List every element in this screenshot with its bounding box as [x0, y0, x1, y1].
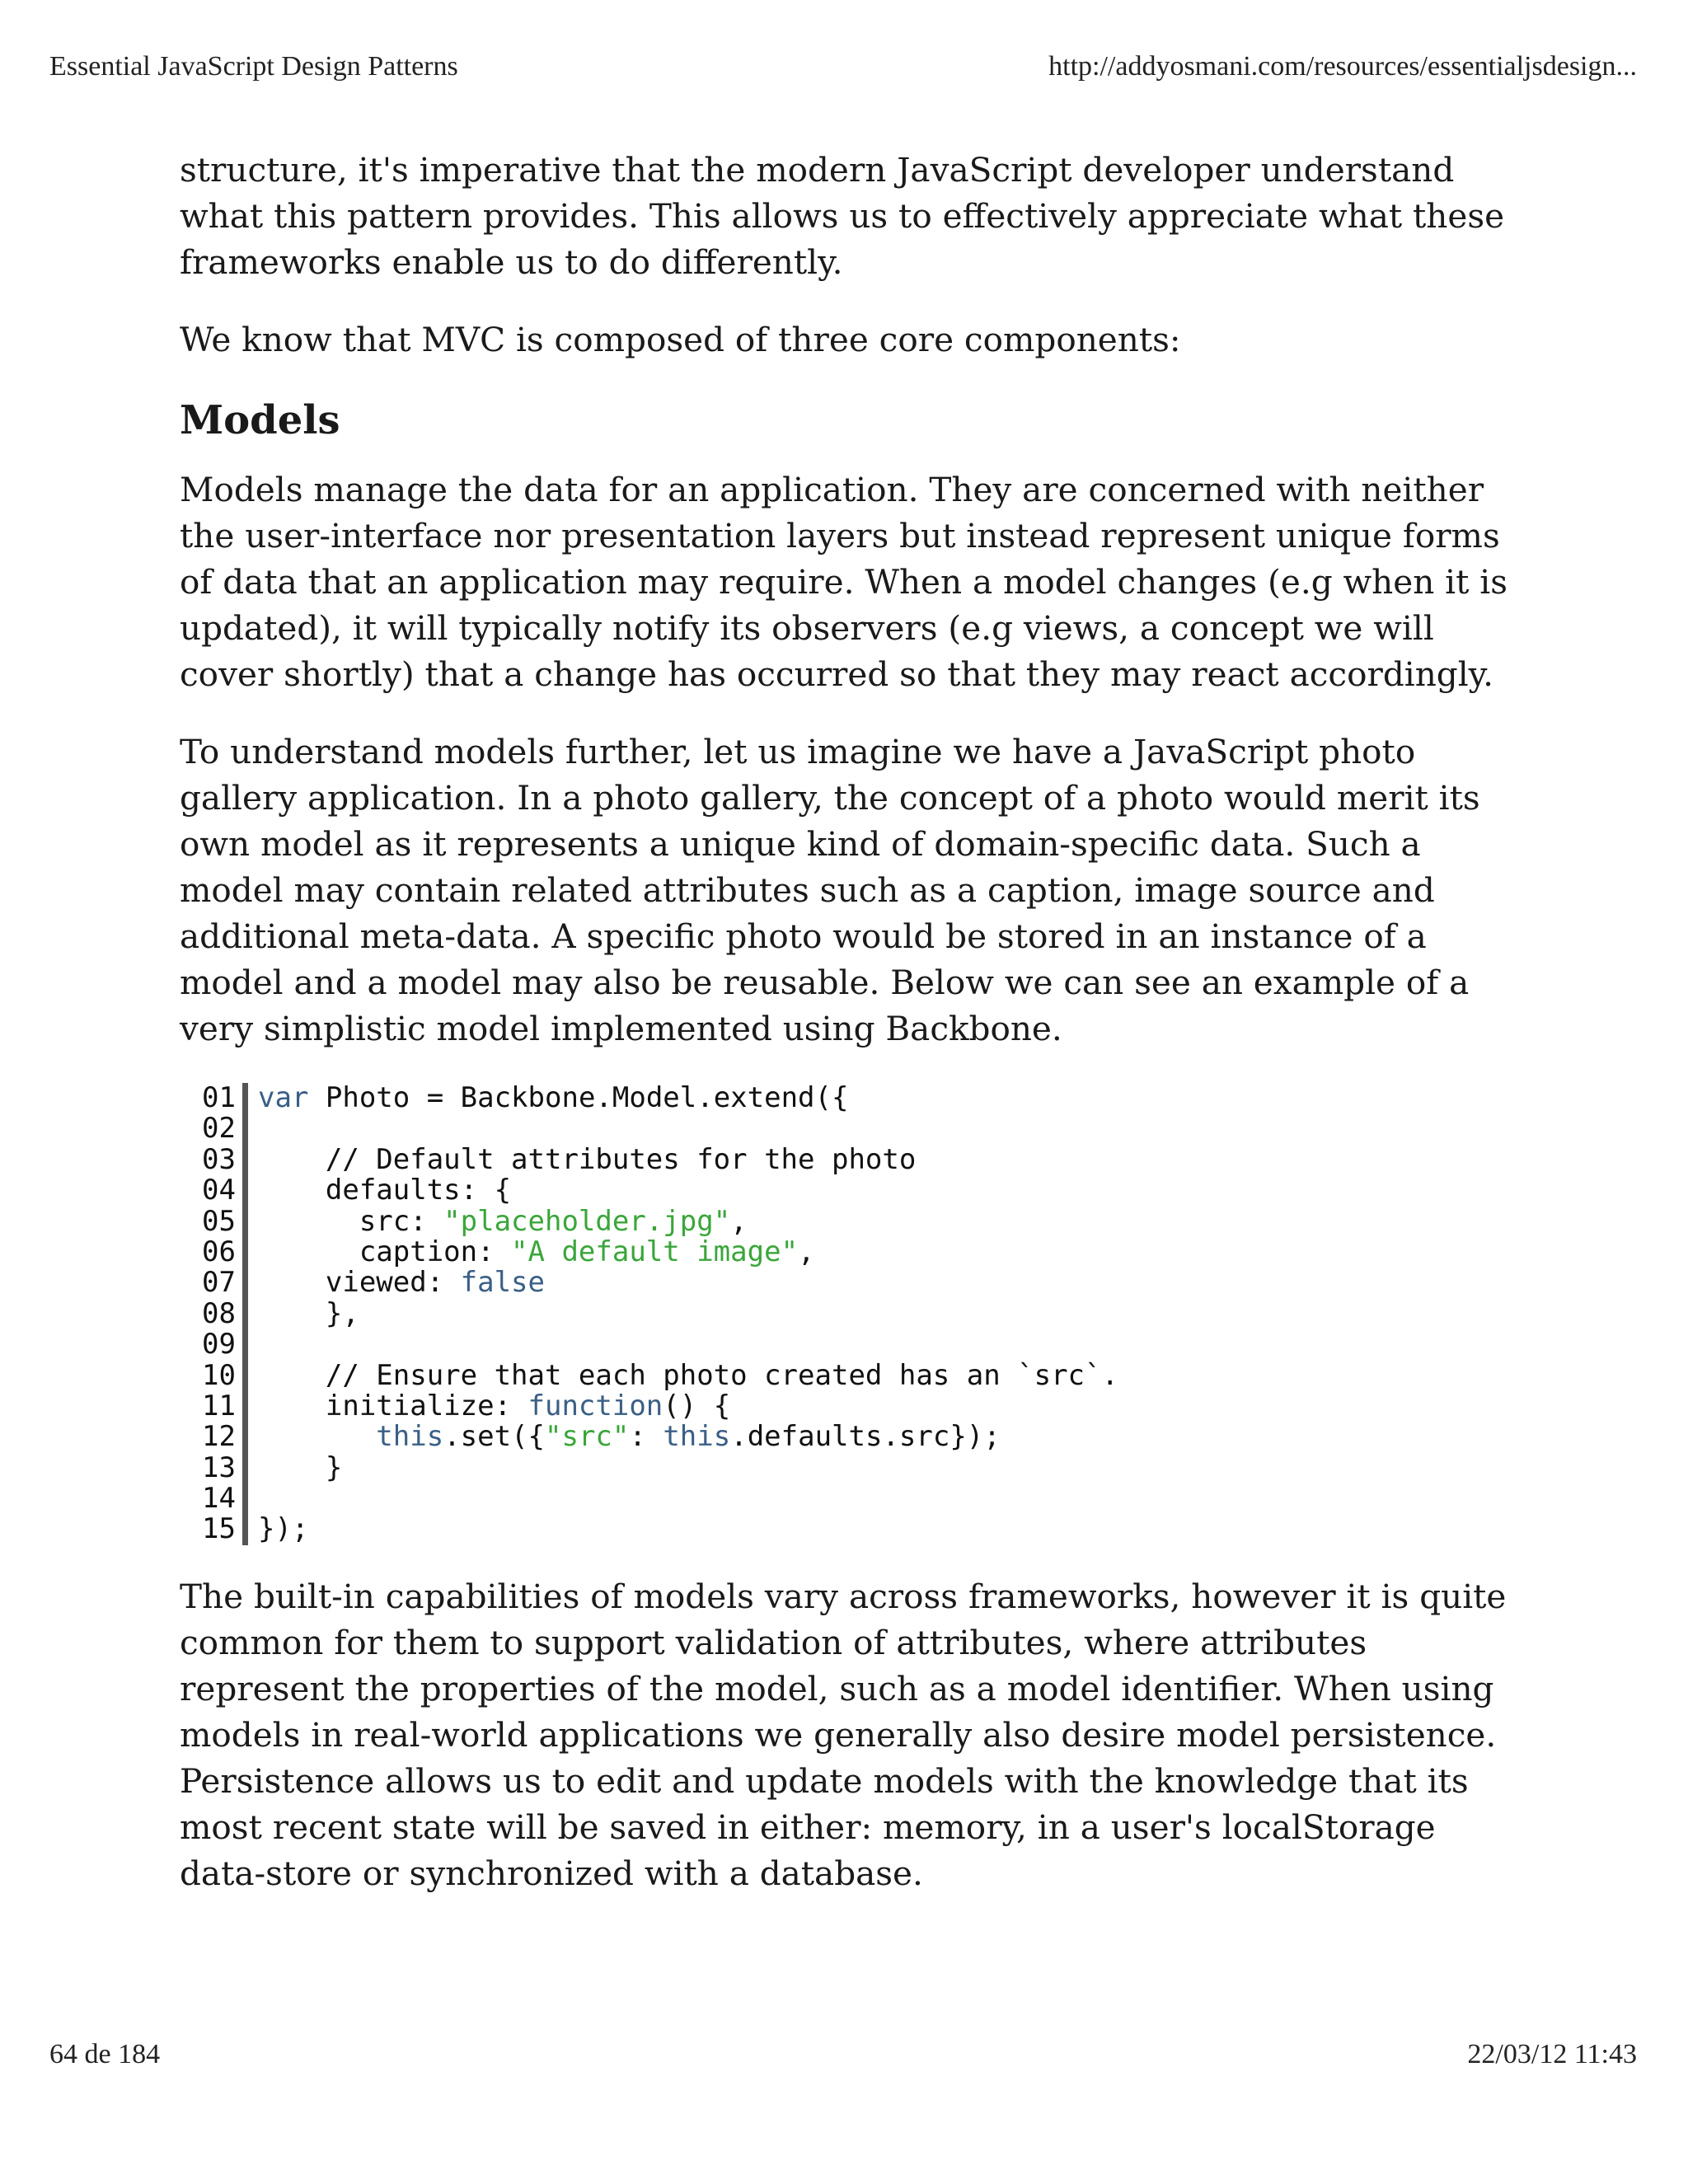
page-footer-datetime: 22/03/12 11:43	[1467, 2039, 1637, 2069]
code-line-numbers	[180, 1083, 248, 1545]
code-line-number: 05	[202, 1204, 236, 1238]
code-line: this.set({"src": this.defaults.src});	[376, 1420, 1001, 1454]
code-block	[180, 1083, 1523, 1545]
code-line: var Photo = Backbone.Model.extend({	[258, 1081, 849, 1114]
code-line-number: 14	[202, 1482, 236, 1516]
code-line-number: 09	[202, 1328, 236, 1361]
code-line-number: 06	[202, 1235, 236, 1268]
code-line: });	[258, 1512, 309, 1546]
code-line: // Ensure that each photo created has an `src`.	[258, 1358, 1118, 1392]
code-line: // Default attributes for the photo	[258, 1142, 917, 1176]
code-line: defaults: {	[258, 1174, 512, 1207]
code-line: src: "placeholder.jpg",	[258, 1204, 748, 1238]
code-line: },	[258, 1296, 359, 1330]
code-line-number: 11	[202, 1389, 236, 1422]
code-keyword: var	[258, 1081, 309, 1114]
code-line: caption: "A default image",	[258, 1235, 815, 1268]
code-line: initialize: function() {	[258, 1389, 731, 1422]
code-keyword: function	[528, 1389, 663, 1422]
code-line-number: 02	[202, 1112, 236, 1146]
paragraph-intro: structure, it's imperative that the modern JavaScript developer understand what this pattern provides. This allows us to effectively appreciate what these frameworks enable us to do differently.	[180, 150, 1505, 282]
code-keyword: this	[376, 1420, 444, 1454]
code-line-number: 13	[202, 1451, 236, 1484]
paragraph-components: We know that MVC is composed of three core components:	[180, 320, 1181, 359]
code-string: "A default image"	[511, 1235, 799, 1268]
code-line-number: 01	[202, 1081, 236, 1114]
code-line	[258, 1113, 1118, 1144]
code-string: "placeholder.jpg"	[443, 1204, 731, 1238]
code-keyword: false	[460, 1266, 545, 1300]
article-body	[180, 147, 1523, 1896]
code-line-number: 12	[202, 1420, 236, 1454]
code-keyword: this	[663, 1420, 731, 1454]
code-line-number: 03	[202, 1142, 236, 1176]
code-line-number: 04	[202, 1174, 236, 1207]
code-lines	[248, 1083, 1118, 1545]
code-line	[258, 1483, 1118, 1514]
paragraph-models-capabilities: The built-in capabilities of models vary across frameworks, however it is quite common for them to support validation of attributes, where attributes represent the properties of the model, such as a model identifier. When using models in real-world applications we generally also desire model persistence. Persistence allows us to edit and update models with the knowledge that its most recent state will be saved in either: memory, in a user's localStorage data-store or synchronized with a database.	[180, 1576, 1507, 1893]
code-string: "src"	[545, 1420, 630, 1454]
paragraph-models-example: To understand models further, let us imagine we have a JavaScript photo gallery application. In a photo gallery, the concept of a photo would merit its own model as it represents a unique kind of domain-specific data. Such a model may contain related attributes such as a caption, image source and additional meta-data. A specific photo would be stored in an instance of a model and a model may also be reusable. Below we can see an example of a very simplistic model implemented using Backbone.	[180, 732, 1480, 1048]
page-footer-page-count: 64 de 184	[49, 2039, 161, 2069]
code-line-number: 08	[202, 1296, 236, 1330]
code-line-number: 10	[202, 1358, 236, 1392]
code-line: }	[258, 1451, 343, 1484]
code-line: viewed: false	[258, 1266, 545, 1300]
page-header-url: http://addyosmani.com/resources/essentialjsdesign...	[1048, 51, 1637, 82]
section-heading-models: Models	[180, 397, 340, 443]
paragraph-models-definition: Models manage the data for an application. They are concerned with neither the user-interface nor presentation layers but instead represent unique forms of data that an application may require. When a model changes (e.g when it is updated), it will typically notify its observers (e.g views, a concept we will cover shortly) that a change has occurred so that they may react accordingly.	[180, 470, 1508, 694]
page-header-title: Essential JavaScript Design Patterns	[49, 51, 458, 82]
code-line-number: 15	[202, 1512, 236, 1546]
code-line	[258, 1329, 1118, 1360]
code-line-number: 07	[202, 1266, 236, 1300]
